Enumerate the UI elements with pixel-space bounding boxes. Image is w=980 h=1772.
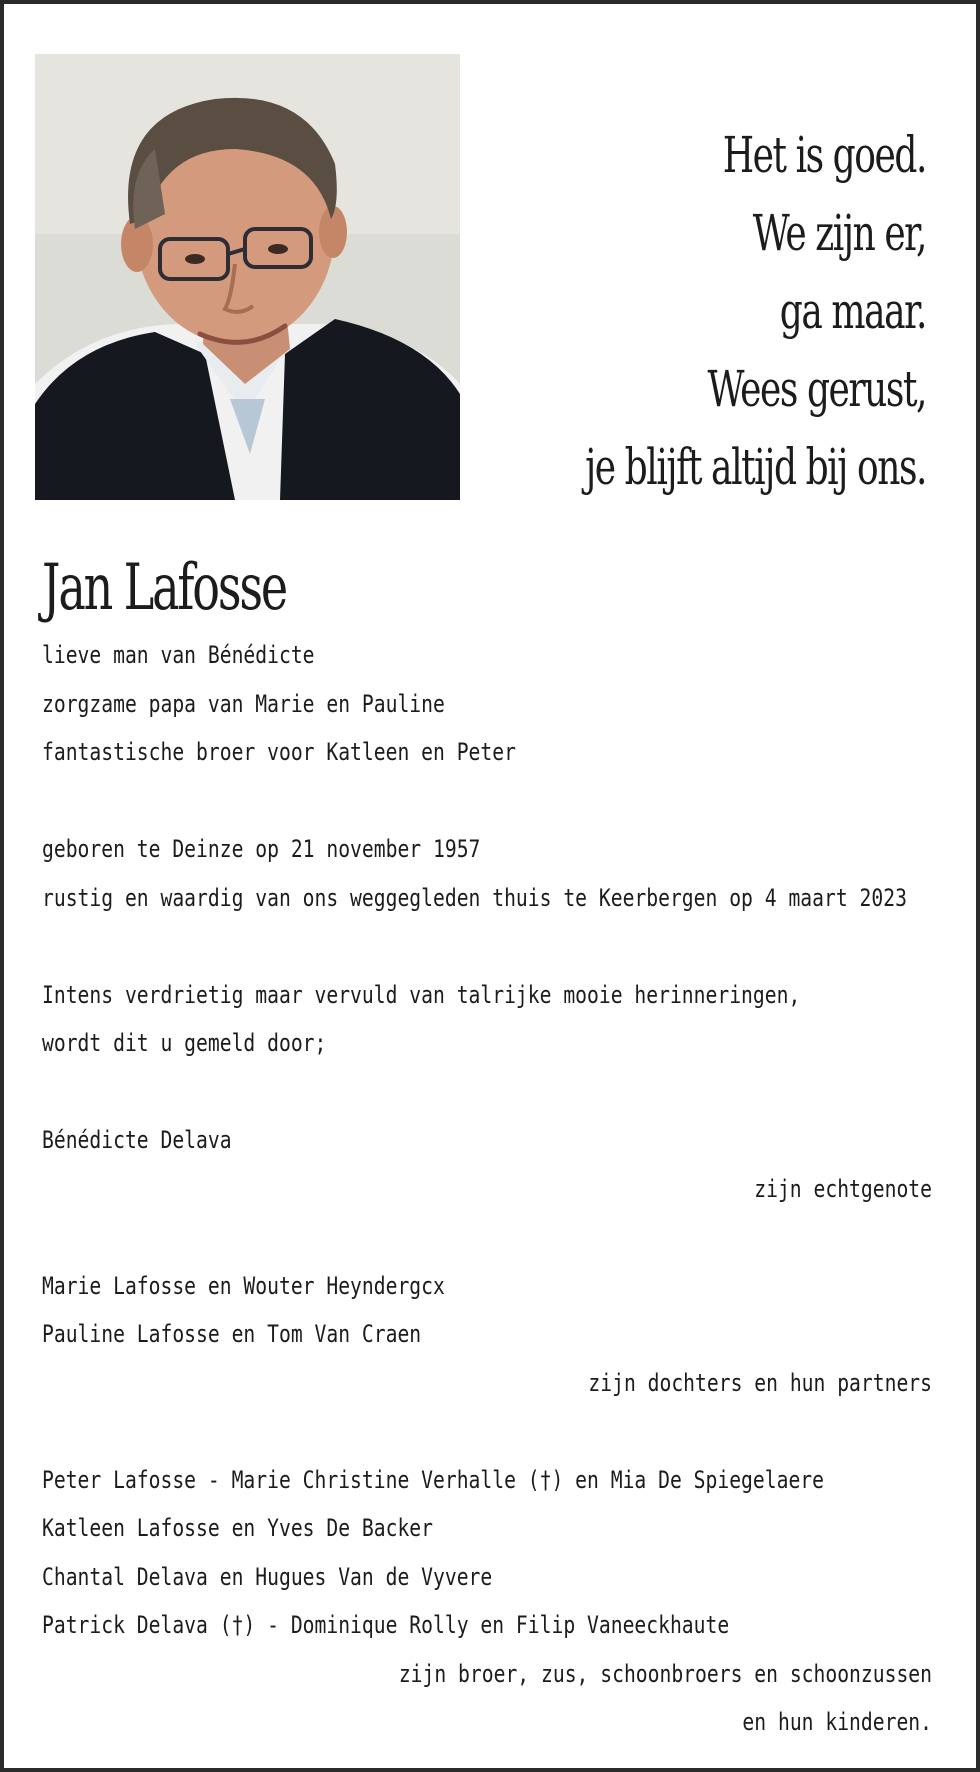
spacer bbox=[42, 1213, 932, 1262]
sibling-line: Katleen Lafosse en Yves De Backer bbox=[42, 1514, 433, 1542]
birth-line: geboren te Deinze op 21 november 1957 bbox=[42, 835, 481, 863]
sibling-line: Chantal Delava en Hugues Van de Vyvere bbox=[42, 1562, 493, 1591]
poem-line: Het is goed. bbox=[722, 126, 926, 184]
spacer bbox=[42, 1407, 932, 1456]
daughters-relation: zijn dochters en hun partners bbox=[588, 1368, 932, 1397]
siblings-relation: en hun kinderen. bbox=[742, 1708, 932, 1736]
portrait-illustration bbox=[35, 54, 460, 500]
spacer bbox=[42, 1068, 932, 1117]
announcement-line: wordt dit u gemeld door; bbox=[42, 1029, 327, 1057]
intro-line: fantastische broer voor Katleen en Peter bbox=[42, 738, 516, 766]
poem bbox=[446, 116, 926, 506]
obituary-text bbox=[42, 631, 932, 1747]
poem-line: Wees gerust, bbox=[707, 360, 926, 418]
poem-line: je blijft altijd bij ons. bbox=[585, 438, 926, 496]
deceased-name: Jan Lafosse bbox=[42, 551, 286, 625]
poem-line: We zijn er, bbox=[752, 204, 926, 262]
spacer bbox=[42, 777, 932, 826]
death-line: rustig en waardig van ons weggegleden thuis te Keerbergen op 4 maart 2023 bbox=[42, 883, 907, 912]
sibling-line: Patrick Delava (†) - Dominique Rolly en Filip Vaneeckhaute bbox=[42, 1611, 730, 1639]
intro-line: lieve man van Bénédicte bbox=[42, 641, 315, 669]
daughter-line: Marie Lafosse en Wouter Heyndergcx bbox=[42, 1271, 445, 1300]
siblings-relation: zijn broer, zus, schoonbroers en schoonzussen bbox=[398, 1659, 932, 1688]
announcement-line: Intens verdrietig maar vervuld van talrijke mooie herinneringen, bbox=[42, 980, 801, 1009]
sibling-line: Peter Lafosse - Marie Christine Verhalle (†) en Mia De Spiegelaere bbox=[42, 1465, 824, 1494]
spouse-relation: zijn echtgenote bbox=[754, 1174, 932, 1203]
daughter-line: Pauline Lafosse en Tom Van Craen bbox=[42, 1320, 422, 1348]
spacer bbox=[42, 922, 932, 971]
portrait-photo bbox=[35, 54, 460, 500]
intro-line: zorgzame papa van Marie en Pauline bbox=[42, 689, 445, 718]
poem-line: ga maar. bbox=[779, 282, 926, 340]
spouse-name: Bénédicte Delava bbox=[42, 1126, 232, 1154]
